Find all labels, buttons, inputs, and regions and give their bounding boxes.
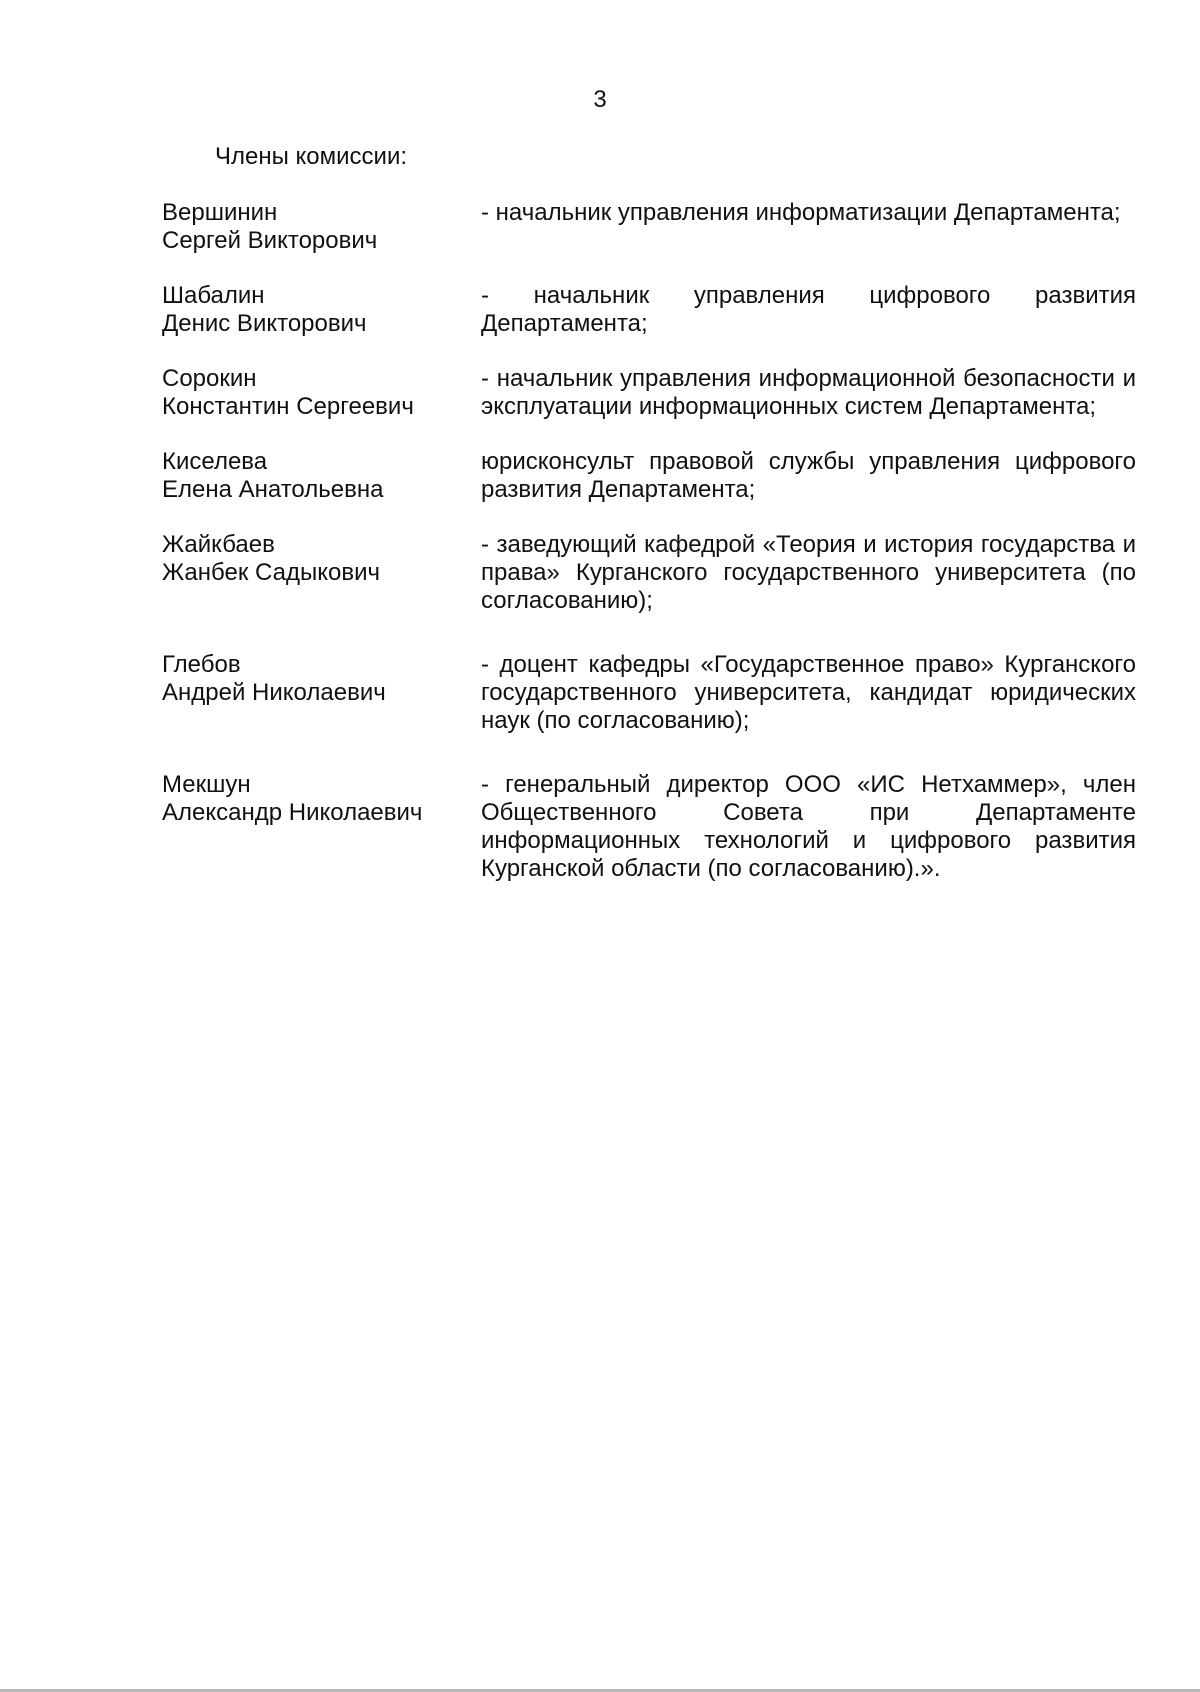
member-given-names: Константин Сергеевич xyxy=(162,393,414,420)
section-heading: Члены комиссии: xyxy=(215,143,408,170)
member-entry xyxy=(162,771,1136,883)
member-surname: Жайкбаев xyxy=(162,531,275,558)
member-role: - заведующий кафедрой «Теория и история государства и права» Курганского государственного университета (по согласованию); xyxy=(481,531,1136,614)
member-role: - начальник управления цифрового развития Департамента; xyxy=(481,282,1136,337)
member-role: - доцент кафедры «Государственное право» Курганского государственного университета, кандидат юридических наук (по согласованию); xyxy=(481,651,1136,734)
member-name xyxy=(162,531,481,587)
member-surname: Вершинин xyxy=(162,199,278,226)
member-name xyxy=(162,771,481,827)
member-name xyxy=(162,651,481,707)
member-surname: Мекшун xyxy=(162,771,251,798)
member-surname: Сорокин xyxy=(162,365,257,392)
member-surname: Глебов xyxy=(162,651,241,678)
member-given-names: Елена Анатольевна xyxy=(162,476,384,503)
member-name xyxy=(162,365,481,421)
member-entry xyxy=(162,199,1136,255)
member-entry xyxy=(162,365,1136,421)
member-given-names: Александр Николаевич xyxy=(162,799,423,826)
member-given-names: Жанбек Садыкович xyxy=(162,559,381,586)
member-given-names: Сергей Викторович xyxy=(162,227,378,254)
members-list xyxy=(162,199,1136,883)
member-role: - начальник управления информатизации Департамента; xyxy=(481,199,1121,226)
member-entry xyxy=(162,651,1136,735)
member-given-names: Андрей Николаевич xyxy=(162,679,386,706)
member-entry xyxy=(162,282,1136,338)
member-name xyxy=(162,199,481,255)
member-name xyxy=(162,448,481,504)
member-given-names: Денис Викторович xyxy=(162,310,367,337)
member-entry xyxy=(162,531,1136,615)
member-role: - начальник управления информационной безопасности и эксплуатации информационных систем Департамента; xyxy=(481,365,1136,420)
page-number: 3 xyxy=(593,86,607,113)
member-role: - генеральный директор ООО «ИС Нетхаммер», член Общественного Совета при Департаменте информационных технологий и цифрового развития Курганской области (по согласованию).». xyxy=(481,771,1136,882)
member-role: юрисконсульт правовой службы управления цифрового развития Департамента; xyxy=(481,448,1136,503)
member-surname: Шабалин xyxy=(162,282,265,309)
member-surname: Киселева xyxy=(162,448,268,475)
member-entry xyxy=(162,448,1136,504)
member-name xyxy=(162,282,481,338)
